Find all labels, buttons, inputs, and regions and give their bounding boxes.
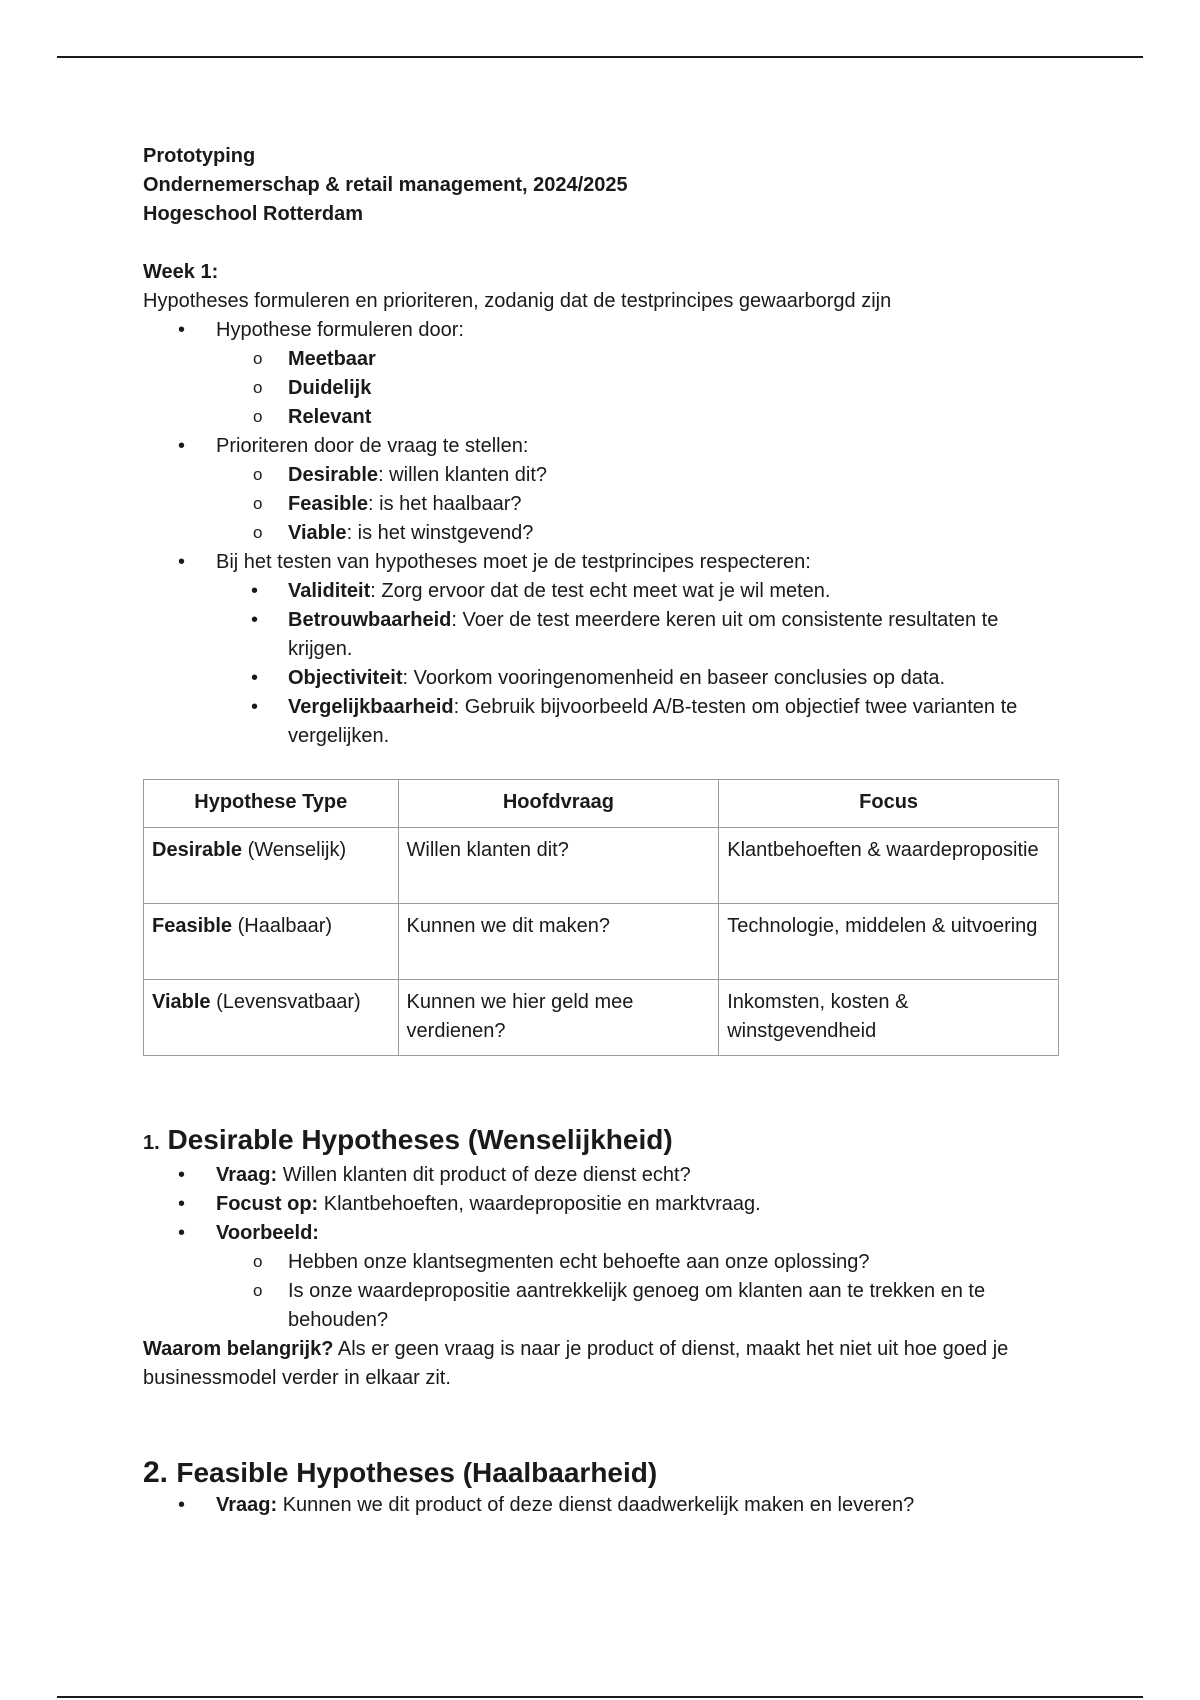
- table-row: [144, 904, 1059, 980]
- list-item: o Is onze waardepropositie aantrekkelijk genoeg om klanten aan te trekken en te behouden?: [143, 1277, 1063, 1335]
- table-cell: Kunnen we hier geld mee verdienen?: [398, 980, 719, 1056]
- list-item: • Prioriteren door de vraag te stellen: o Desirable: willen klanten dit? o Feasible: is het haalbaar? o Viable: is het winstgevend?: [143, 432, 1063, 548]
- document-page: [143, 142, 1063, 1520]
- list-item: o Duidelijk: [143, 374, 1063, 403]
- list-item: o Feasible: is het haalbaar?: [143, 490, 1063, 519]
- week-title: Week 1:: [143, 261, 219, 283]
- list-item: o Meetbaar: [143, 345, 1063, 374]
- table-row: [144, 828, 1059, 904]
- list-item: o Relevant: [143, 403, 1063, 432]
- list-item: • Focust op: Klantbehoeften, waardepropositie en marktvraag.: [143, 1190, 1063, 1219]
- table-cell: Viable (Levensvatbaar): [144, 980, 399, 1056]
- week-bullets: [143, 316, 1063, 751]
- list-item: • Hypothese formuleren door: o Meetbaar o Duidelijk o Relevant: [143, 316, 1063, 432]
- header-rule: [57, 56, 1143, 58]
- table-cell: Feasible (Haalbaar): [144, 904, 399, 980]
- section-2-bullets: [143, 1491, 1063, 1520]
- table-header: Focus: [719, 780, 1059, 828]
- section-2-heading: 2. Feasible Hypotheses (Haalbaarheid): [143, 1456, 658, 1489]
- list-item: • Vergelijkbaarheid: Gebruik bijvoorbeeld A/B-testen om objectief twee varianten te vergelijken.: [143, 693, 1063, 751]
- table-cell: Technologie, middelen & uitvoering: [719, 904, 1059, 980]
- table-cell: Willen klanten dit?: [398, 828, 719, 904]
- list-item: • Validiteit: Zorg ervoor dat de test echt meet wat je wil meten.: [143, 577, 1063, 606]
- section-1-bullets: [143, 1161, 1063, 1335]
- table-cell: Desirable (Wenselijk): [144, 828, 399, 904]
- table-cell: Kunnen we dit maken?: [398, 904, 719, 980]
- list-item: • Objectiviteit: Voorkom vooringenomenheid en baseer conclusies op data.: [143, 664, 1063, 693]
- section-1-why: Waarom belangrijk? Als er geen vraag is naar je product of dienst, maakt het niet uit hoe goed je businessmodel verder in elkaar zit.: [143, 1338, 1009, 1389]
- doc-course: Ondernemerschap & retail management, 2024/2025: [143, 174, 628, 196]
- table-header: Hoofdvraag: [398, 780, 719, 828]
- table-cell: Klantbehoeften & waardepropositie: [719, 828, 1059, 904]
- doc-title: Prototyping: [143, 145, 256, 167]
- table-header: Hypothese Type: [144, 780, 399, 828]
- list-item: • Bij het testen van hypotheses moet je de testprincipes respecteren: • Validiteit: Zorg ervoor dat de test echt meet wat je wil meten. • Betrouwbaarheid: Voer de test meerdere keren uit om consistente resultaten te krijgen. • Objectiviteit: Voorkom vooringenomenheid en baseer conclusies op data. • Vergelijkbaarheid: Gebruik bijvoorbeeld A/B-testen om objectief twee varianten te vergelijken.: [143, 548, 1063, 751]
- table-cell: Inkomsten, kosten & winstgevendheid: [719, 980, 1059, 1056]
- week-intro: Hypotheses formuleren en prioriteren, zodanig dat de testprincipes gewaarborgd zijn: [143, 290, 892, 312]
- hypothesis-table: [143, 779, 1059, 1056]
- list-item: o Hebben onze klantsegmenten echt behoefte aan onze oplossing?: [143, 1248, 1063, 1277]
- list-item: • Voorbeeld: o Hebben onze klantsegmenten echt behoefte aan onze oplossing? o Is onze waardepropositie aantrekkelijk genoeg om klanten aan te trekken en te behouden?: [143, 1219, 1063, 1335]
- table-header-row: [144, 780, 1059, 828]
- list-item: o Desirable: willen klanten dit?: [143, 461, 1063, 490]
- doc-school: Hogeschool Rotterdam: [143, 203, 364, 225]
- list-item: o Viable: is het winstgevend?: [143, 519, 1063, 548]
- table-row: [144, 980, 1059, 1056]
- section-1-heading: 1. Desirable Hypotheses (Wenselijkheid): [143, 1124, 673, 1155]
- list-item: • Vraag: Kunnen we dit product of deze dienst daadwerkelijk maken en leveren?: [143, 1491, 1063, 1520]
- list-item: • Vraag: Willen klanten dit product of deze dienst echt?: [143, 1161, 1063, 1190]
- footer-rule: [57, 1696, 1143, 1698]
- list-item: • Betrouwbaarheid: Voer de test meerdere keren uit om consistente resultaten te krijgen.: [143, 606, 1063, 664]
